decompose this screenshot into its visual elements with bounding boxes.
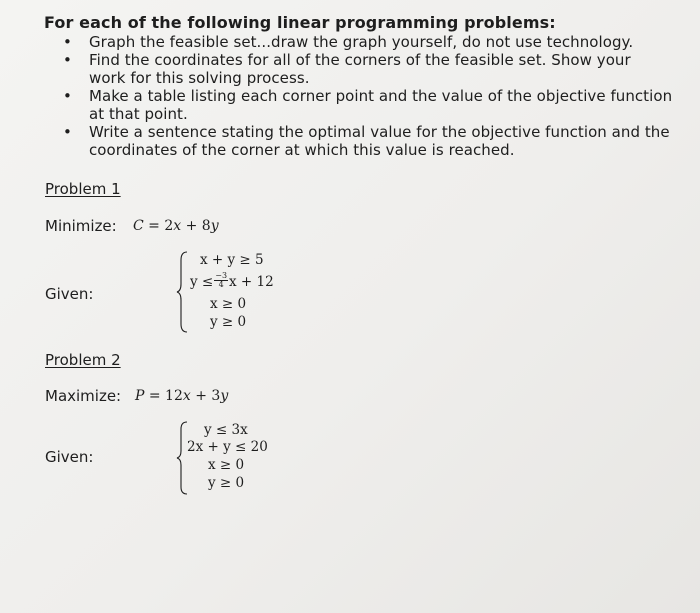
problem-1-constraints [176,250,296,334]
objective-part: = 2 [143,218,174,234]
instructions-title: For each of the following linear programming problems: [44,13,556,32]
objective-variable: C [133,218,144,234]
instruction-text-4b: coordinates of the corner at which this value is reached. [89,141,515,159]
problem-1-heading: Problem 1 [45,180,121,198]
problem-2-objective [135,388,228,404]
instruction-text-1: Graph the feasible set...draw the graph yourself, do not use technology. [89,33,634,51]
objective-part: + 8 [181,218,211,234]
problem-2-constraints [176,420,286,496]
constraint-2-right: x + 12 [229,274,274,290]
fraction [214,272,228,289]
constraint-4: y ≥ 0 [210,314,247,330]
constraint-2 [190,271,274,291]
instruction-text-4a: Write a sentence stating the optimal value for the objective function and the [89,123,670,141]
constraint-2-left: y ≤ [190,274,214,290]
objective-x: x [182,388,191,404]
objective-part: = 12 [144,388,183,404]
objective-part: + 3 [190,388,221,404]
constraint-3: x ≥ 0 [210,296,247,312]
problem-1-objective-label: Minimize: [45,217,117,235]
left-brace-icon [176,420,190,496]
problem-1-objective [133,218,219,234]
problem-2-heading: Problem 2 [45,351,121,369]
fraction-denominator: 4 [218,280,224,289]
instruction-text-2a: Find the coordinates for all of the corners of the feasible set. Show your [89,51,631,69]
problem-2-given-label: Given: [45,448,94,466]
bullet-icon: • [63,33,72,51]
constraint-4: y ≥ 0 [208,475,245,491]
objective-x: x [173,218,182,234]
constraint-1: y ≤ 3x [204,422,248,438]
problem-2-objective-label: Maximize: [45,387,122,405]
objective-y: y [220,388,229,404]
constraint-3: x ≥ 0 [208,457,245,473]
bullet-icon: • [63,87,72,105]
bullet-icon: • [63,123,72,141]
objective-variable: P [135,388,145,404]
instruction-text-3b: at that point. [89,105,188,123]
constraint-1: x + y ≥ 5 [200,252,264,268]
fraction-numerator: −3 [215,271,228,280]
objective-y: y [210,218,219,234]
problem-1-given-label: Given: [45,285,94,303]
constraint-2: 2x + y ≤ 20 [187,439,268,455]
instruction-text-3a: Make a table listing each corner point and the value of the objective function [89,87,673,105]
bullet-icon: • [63,51,72,69]
instruction-text-2b: work for this solving process. [89,69,310,87]
left-brace-icon [176,250,190,334]
